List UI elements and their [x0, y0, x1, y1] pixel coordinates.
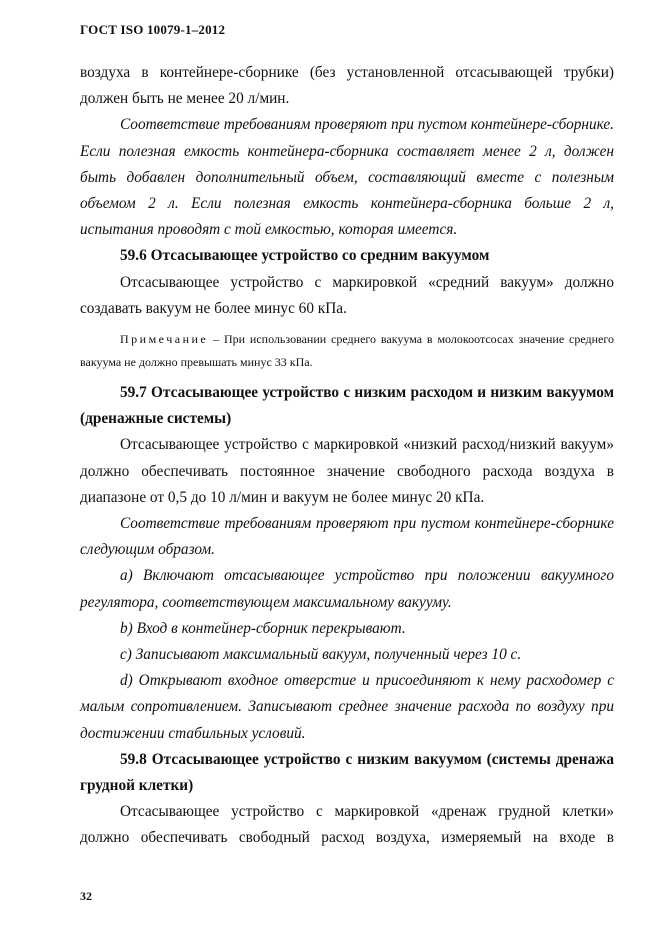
- paragraph-test-procedure: Соответствие требованиям проверяют при пустом контейнере-сборнике следующим образом.: [80, 515, 614, 559]
- section-heading-59-8: 59.8 Отсасывающее устройство с низким вакуумом (системы дренажа грудной клетки): [80, 750, 614, 795]
- list-item-a: a) Включают отсасывающее устройство при положении вакуумного регулятора, соответствующем максимальному вакууму.: [80, 567, 614, 611]
- document-header: ГОСТ ISO 10079-1–2012: [80, 22, 226, 37]
- document-body: [80, 60, 614, 852]
- note-text: – При использовании среднего вакуума в молокоотсосах значение среднего вакуума не должно превышать минус 33 кПа.: [80, 332, 614, 370]
- section-heading-59-6: 59.6 Отсасывающее устройство со средним вакуумом: [120, 247, 490, 265]
- paragraph-continuation: воздуха в контейнере-сборнике (без установленной отсасывающей трубки) должен быть не менее 20 л/мин.: [80, 64, 614, 108]
- list-item-c: c) Записывают максимальный вакуум, полученный через 10 с.: [120, 646, 522, 664]
- page-number: 32: [80, 889, 92, 903]
- paragraph-low-flow: Отсасывающее устройство с маркировкой «низкий расход/низкий вакуум» должно обеспечивать постоянное значение свободного расхода воздуха в диапазоне от 0,5 до 10 л/мин и вакуум не более минус 20 кПа.: [80, 436, 614, 506]
- paragraph-test-method: Соответствие требованиям проверяют при пустом контейнере-сборнике. Если полезная емкость контейнера-сборника составляет менее 2 л, должен быть добавлен дополнительный объем, составляющий вместе с полезным объемом 2 л. Если полезная емкость контейнера-сборника больше 2 л, испытания проводят с той емкостью, которая имеется.: [80, 116, 614, 239]
- note: [80, 328, 614, 374]
- list-item-b: b) Вход в контейнер-сборник перекрывают.: [120, 619, 406, 637]
- note-label: Примечание: [120, 332, 209, 347]
- paragraph-medium-vacuum: Отсасывающее устройство с маркировкой «средний вакуум» должно создавать вакуум не более минус 60 кПа.: [80, 273, 614, 317]
- section-heading-59-7: 59.7 Отсасывающее устройство с низким расходом и низким вакуумом (дренажные системы): [80, 384, 614, 428]
- list-item-d: d) Открывают входное отверстие и присоединяют к нему расходомер с малым сопротивлением. Записывают среднее значение расхода по воздуху при достижении стабильных условий.: [80, 672, 614, 742]
- paragraph-chest-drainage: Отсасывающее устройство с маркировкой «дренаж грудной клетки» должно обеспечивать свободный расход воздуха, измеряемый на входе в: [80, 803, 614, 847]
